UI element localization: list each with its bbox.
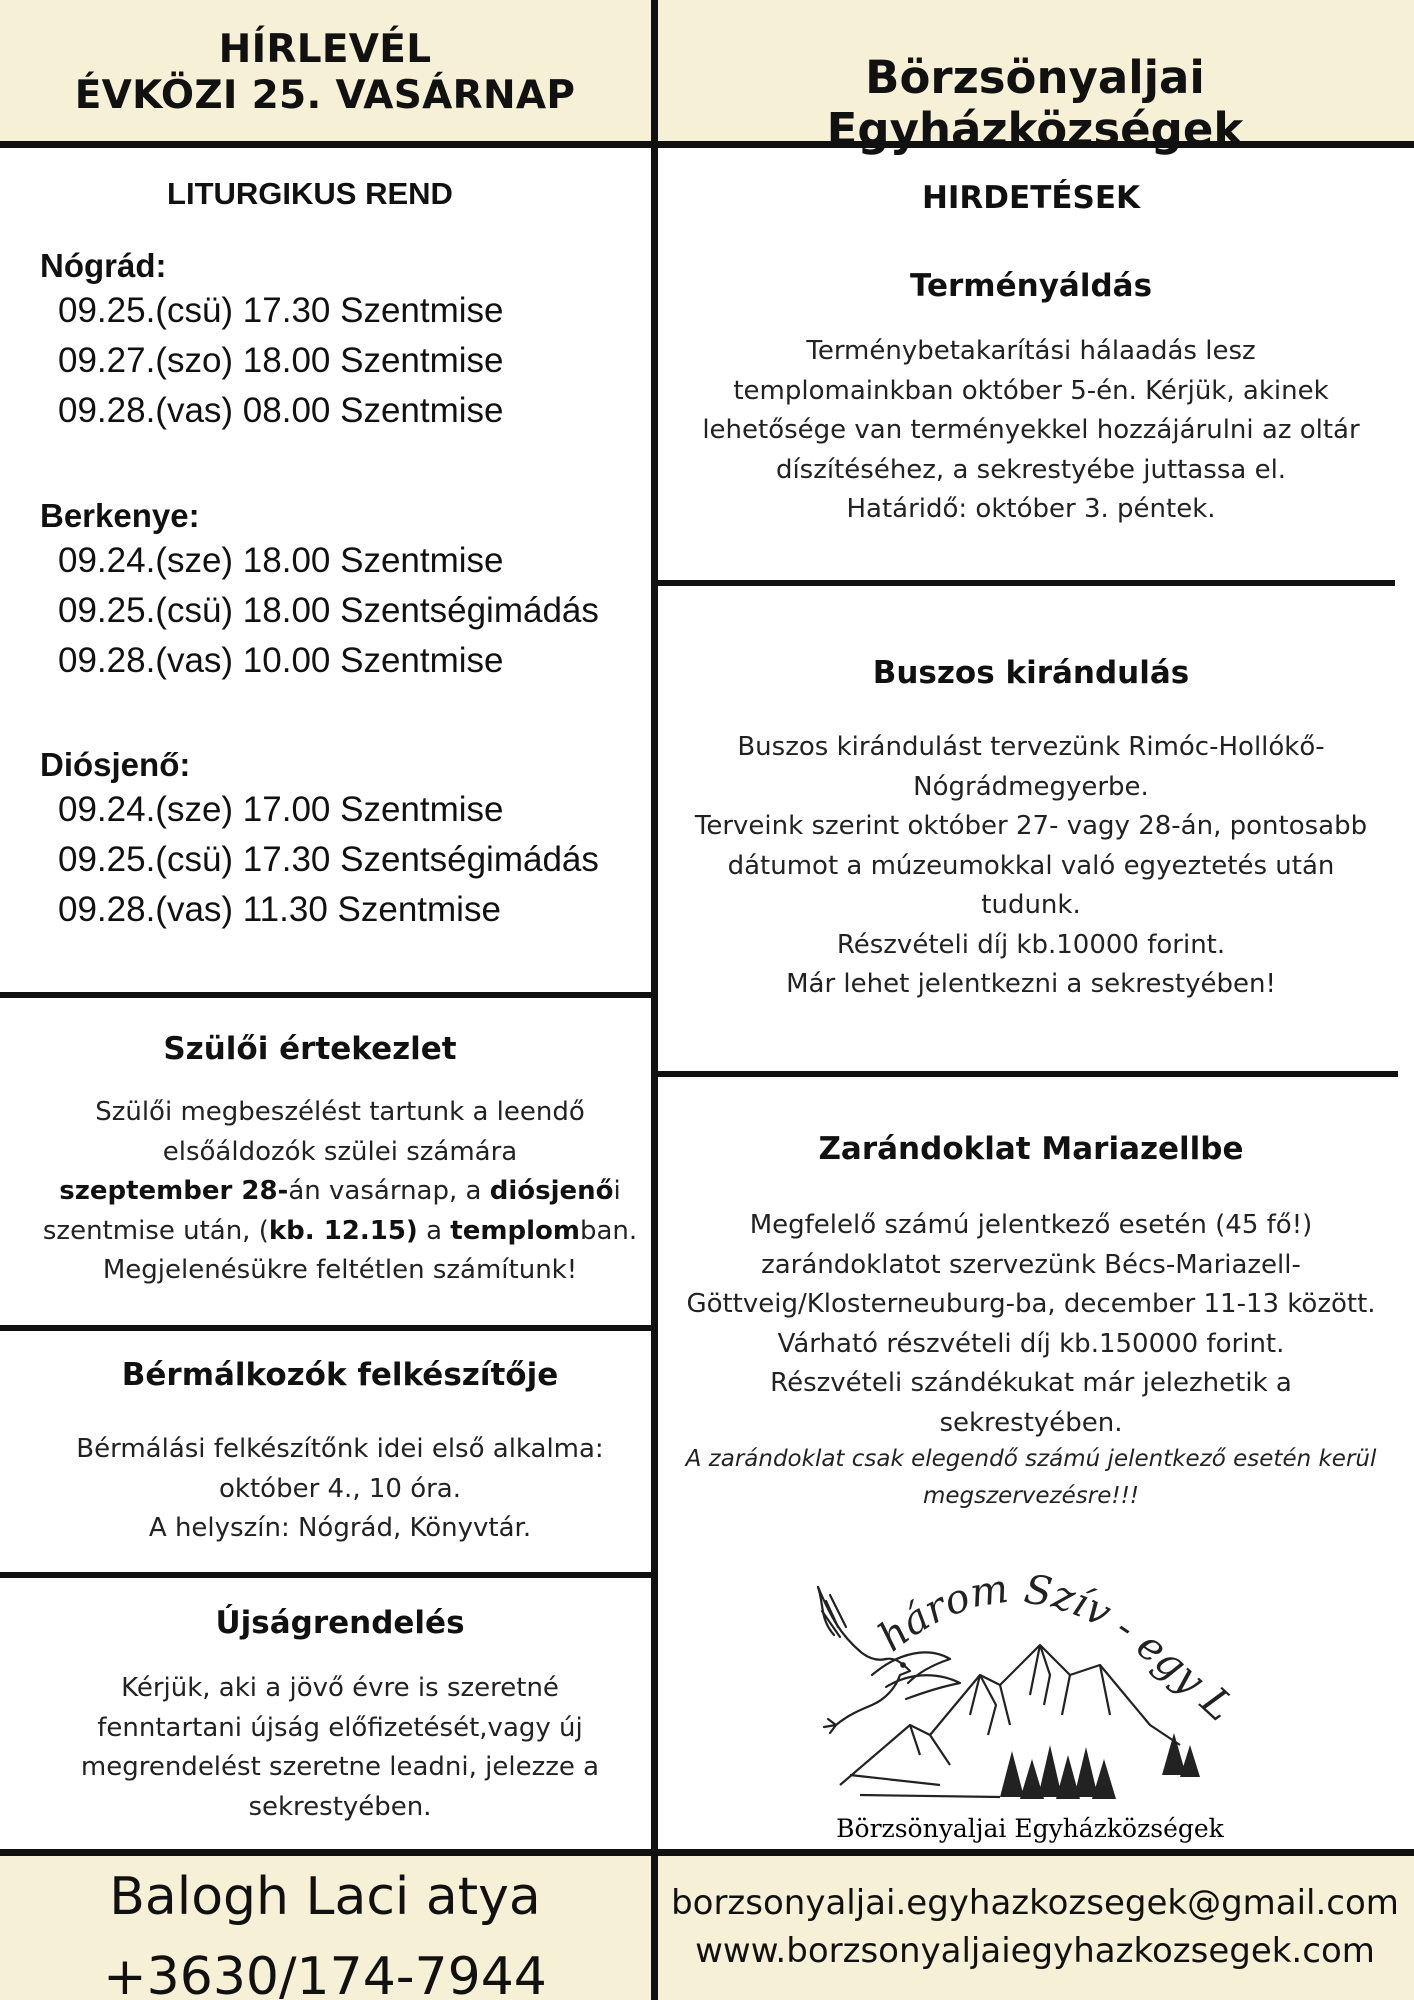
parents-meeting-text [0,1093,680,1291]
newsletter-title [0,28,650,118]
text-line: Kérjük, aki a jövő évre is szeretné [121,1673,559,1703]
logo-graphic [800,1575,1260,1845]
priest-contact [0,1857,650,2000]
pilgrimage-text [658,1206,1404,1443]
text-line: sekrestyében. [939,1407,1123,1438]
text-line-rich: szentmise után, (kb. 12.15) a templomban. [42,1215,638,1246]
parish-title: Börzsönyaljai Egyházközségek [826,51,1244,156]
text-line: fenntartani újság előfizetését,vagy új [97,1712,583,1743]
text-line: Megfelelő számú jelentkező esetén (45 fő!) [749,1210,1313,1240]
text-line: megrendelést szeretne leadni, jelezze a [80,1752,600,1782]
newsletter-title-line1: HÍRLEVÉL [218,27,432,72]
harvest-text [658,332,1404,530]
note-line: megszervezésre!!! [922,1483,1140,1509]
location-berkenye [40,496,640,686]
text-line: Buszos kirándulást tervezünk Rimóc-Hollókő- [737,732,1325,762]
mass-line: 09.28.(vas) 08.00 Szentmise [58,391,504,430]
bus-title: Buszos kirándulás [872,655,1190,691]
mass-line: 09.25.(csü) 17.30 Szentségimádás [58,840,599,879]
note-line: A zarándoklat csak elegendő számú jelentkező esetén kerül [685,1446,1377,1472]
mass-line: 09.28.(vas) 11.30 Szentmise [58,890,501,929]
newspaper-title: Újságrendelés [215,1605,465,1641]
text-line: Megjelenésükre feltétlen számítunk! [102,1255,578,1285]
text-line: lehetősége van terményekkel hozzájárulni az oltár [702,415,1360,445]
text-line: október 4., 10 óra. [219,1473,461,1504]
mass-line: 09.25.(csü) 18.00 Szentségimádás [58,591,599,630]
parish-website-link[interactable]: www.borzsonyaljaiegyhazkozsegek.com [695,1931,1375,1971]
logo-caption: Börzsönyaljai Egyházközségek [836,1814,1224,1843]
location-name: Nógrád: [40,247,167,284]
location-name: Berkenye: [40,497,200,534]
bold-text: kb. 12.15) [268,1215,418,1246]
bold-text: templom [450,1215,580,1246]
bold-text: diósjenő [489,1176,614,1206]
right-rule-1 [656,580,1395,586]
pilgrimage-title: Zarándoklat Mariazellbe [818,1131,1244,1167]
text-line: Nógrádmegyerbe. [913,771,1149,802]
text-line: Várható részvételi díj kb.150000 forint. [777,1328,1285,1359]
footer-top-rule [0,1849,1414,1856]
mass-line: 09.28.(vas) 10.00 Szentmise [58,641,504,680]
newsletter-title-line2: ÉVKÖZI 25. VASÁRNAP [74,73,576,118]
newspaper-text [0,1669,680,1827]
text-line: Már lehet jelentkezni a sekrestyében! [786,969,1276,999]
logo-arc-text: három Szív - egy L [870,1575,1243,1731]
text-line: tudunk. [981,890,1081,920]
text-line: Terveink szerint október 27- vagy 28-án, pontosabb [694,811,1368,841]
text-line: Szülői megbeszélést tartunk a leendő [95,1097,585,1127]
location-name: Diósjenő: [40,746,191,783]
text-line: Bérmálási felkészítőnk idei első alkalma: [76,1434,604,1464]
confirmation-text [0,1430,680,1549]
mass-line: 09.25.(csü) 17.30 Szentmise [58,291,504,330]
text-line: Terménybetakarítási hálaadás lesz [806,336,1256,366]
left-rule-1 [0,992,652,998]
priest-phone[interactable]: +3630/174-7944 [103,1947,547,2000]
mass-line: 09.24.(sze) 18.00 Szentmise [58,541,504,580]
bus-text [658,728,1404,1005]
confirmation-title: Bérmálkozók felkészítője [121,1357,559,1393]
location-diosjeno [40,745,640,935]
parish-contact [656,1879,1414,1975]
text-line: elsőáldozók szülei számára [162,1136,518,1167]
bold-text: szeptember 28- [59,1176,289,1206]
mass-line: 09.27.(szo) 18.00 Szentmise [58,341,504,380]
text-line: A helyszín: Nógrád, Könyvtár. [148,1513,532,1543]
left-rule-3 [0,1572,652,1578]
text-line: dátumot a múzeumokkal való egyeztetés után [727,850,1335,881]
parish-email-link[interactable]: borzsonyaljai.egyhazkozsegek@gmail.com [671,1883,1399,1923]
text-line-rich: szeptember 28-án vasárnap, a diósjenői [59,1176,621,1206]
left-rule-2 [0,1325,652,1331]
location-nograd [40,246,640,436]
text-line: Részvételi szándékukat már jelezhetik a [770,1368,1292,1398]
harvest-title: Terményáldás [909,268,1153,304]
pilgrimage-note [658,1441,1404,1515]
parish-logo [800,1575,1260,1845]
announcements-title: HIRDETÉSEK [921,180,1141,216]
text-line: zarándoklatot szervezünk Bécs-Mariazell- [761,1249,1301,1280]
liturgy-title: LITURGIKUS REND [167,176,453,211]
text-line: templomainkban október 5-én. Kérjük, akinek [733,375,1329,406]
text-line: Határidő: október 3. péntek. [846,494,1216,524]
priest-name: Balogh Laci atya [109,1867,541,1927]
text-line: díszítéséhez, a sekrestyébe juttassa el. [775,454,1287,485]
text-line: Részvételi díj kb.10000 forint. [836,929,1226,960]
mass-line: 09.24.(sze) 17.00 Szentmise [58,790,504,829]
text-line: Göttveig/Klosterneuburg-ba, december 11-13 között. [686,1289,1376,1319]
trees-icon [1000,1733,1200,1799]
text-line: sekrestyében. [248,1791,432,1822]
right-rule-2 [656,1071,1398,1077]
parents-meeting-title: Szülői értekezlet [163,1031,457,1067]
